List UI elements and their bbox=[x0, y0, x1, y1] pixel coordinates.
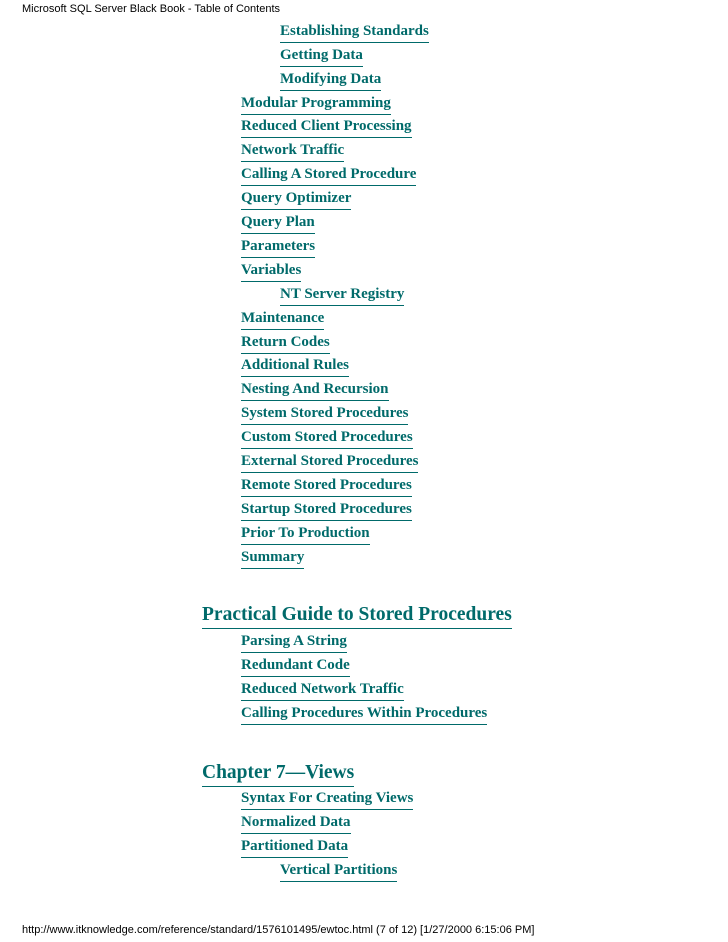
toc-link-query-plan[interactable]: Query Plan bbox=[241, 215, 315, 234]
toc-link-partitioned-data[interactable]: Partitioned Data bbox=[241, 839, 348, 858]
toc-link-normalized-data[interactable]: Normalized Data bbox=[241, 815, 351, 834]
toc-link-network-traffic[interactable]: Network Traffic bbox=[241, 143, 344, 162]
toc-link-establishing-standards[interactable]: Establishing Standards bbox=[280, 24, 429, 43]
page-footer-url: http://www.itknowledge.com/reference/standard/1576101495/ewtoc.html (7 of 12) [1/27/2000 6:15:06 PM] bbox=[22, 924, 535, 936]
toc-link-parsing-a-string[interactable]: Parsing A String bbox=[241, 634, 347, 653]
toc-link-nesting-and-recursion[interactable]: Nesting And Recursion bbox=[241, 382, 389, 401]
toc-link-summary[interactable]: Summary bbox=[241, 550, 304, 569]
toc-link-syntax-for-creating-views[interactable]: Syntax For Creating Views bbox=[241, 791, 413, 810]
toc-link-redundant-code[interactable]: Redundant Code bbox=[241, 658, 350, 677]
toc-link-modifying-data[interactable]: Modifying Data bbox=[280, 72, 381, 91]
toc-link-parameters[interactable]: Parameters bbox=[241, 239, 315, 258]
toc-chapter-7-views[interactable]: Chapter 7—Views bbox=[202, 763, 354, 787]
toc-link-getting-data[interactable]: Getting Data bbox=[280, 48, 363, 67]
toc-link-query-optimizer[interactable]: Query Optimizer bbox=[241, 191, 351, 210]
toc-link-system-stored-procedures[interactable]: System Stored Procedures bbox=[241, 406, 408, 425]
toc-link-modular-programming[interactable]: Modular Programming bbox=[241, 96, 391, 115]
toc-link-vertical-partitions[interactable]: Vertical Partitions bbox=[280, 863, 397, 882]
page-header-title: Microsoft SQL Server Black Book - Table of Contents bbox=[22, 3, 281, 15]
toc-link-calling-procedures-within-procedures[interactable]: Calling Procedures Within Procedures bbox=[241, 706, 487, 725]
toc-section-practical-guide-to-stored-procedures[interactable]: Practical Guide to Stored Procedures bbox=[202, 605, 512, 629]
toc-link-nt-server-registry[interactable]: NT Server Registry bbox=[280, 287, 404, 306]
toc-link-variables[interactable]: Variables bbox=[241, 263, 301, 282]
toc-link-remote-stored-procedures[interactable]: Remote Stored Procedures bbox=[241, 478, 412, 497]
toc-link-reduced-network-traffic[interactable]: Reduced Network Traffic bbox=[241, 682, 404, 701]
toc-link-return-codes[interactable]: Return Codes bbox=[241, 335, 330, 354]
toc-link-external-stored-procedures[interactable]: External Stored Procedures bbox=[241, 454, 418, 473]
toc-link-startup-stored-procedures[interactable]: Startup Stored Procedures bbox=[241, 502, 412, 521]
toc-link-prior-to-production[interactable]: Prior To Production bbox=[241, 526, 370, 545]
toc-link-additional-rules[interactable]: Additional Rules bbox=[241, 358, 349, 377]
toc-link-reduced-client-processing[interactable]: Reduced Client Processing bbox=[241, 119, 412, 138]
toc-link-custom-stored-procedures[interactable]: Custom Stored Procedures bbox=[241, 430, 413, 449]
toc-link-maintenance[interactable]: Maintenance bbox=[241, 311, 324, 330]
toc-link-calling-a-stored-procedure[interactable]: Calling A Stored Procedure bbox=[241, 167, 416, 186]
